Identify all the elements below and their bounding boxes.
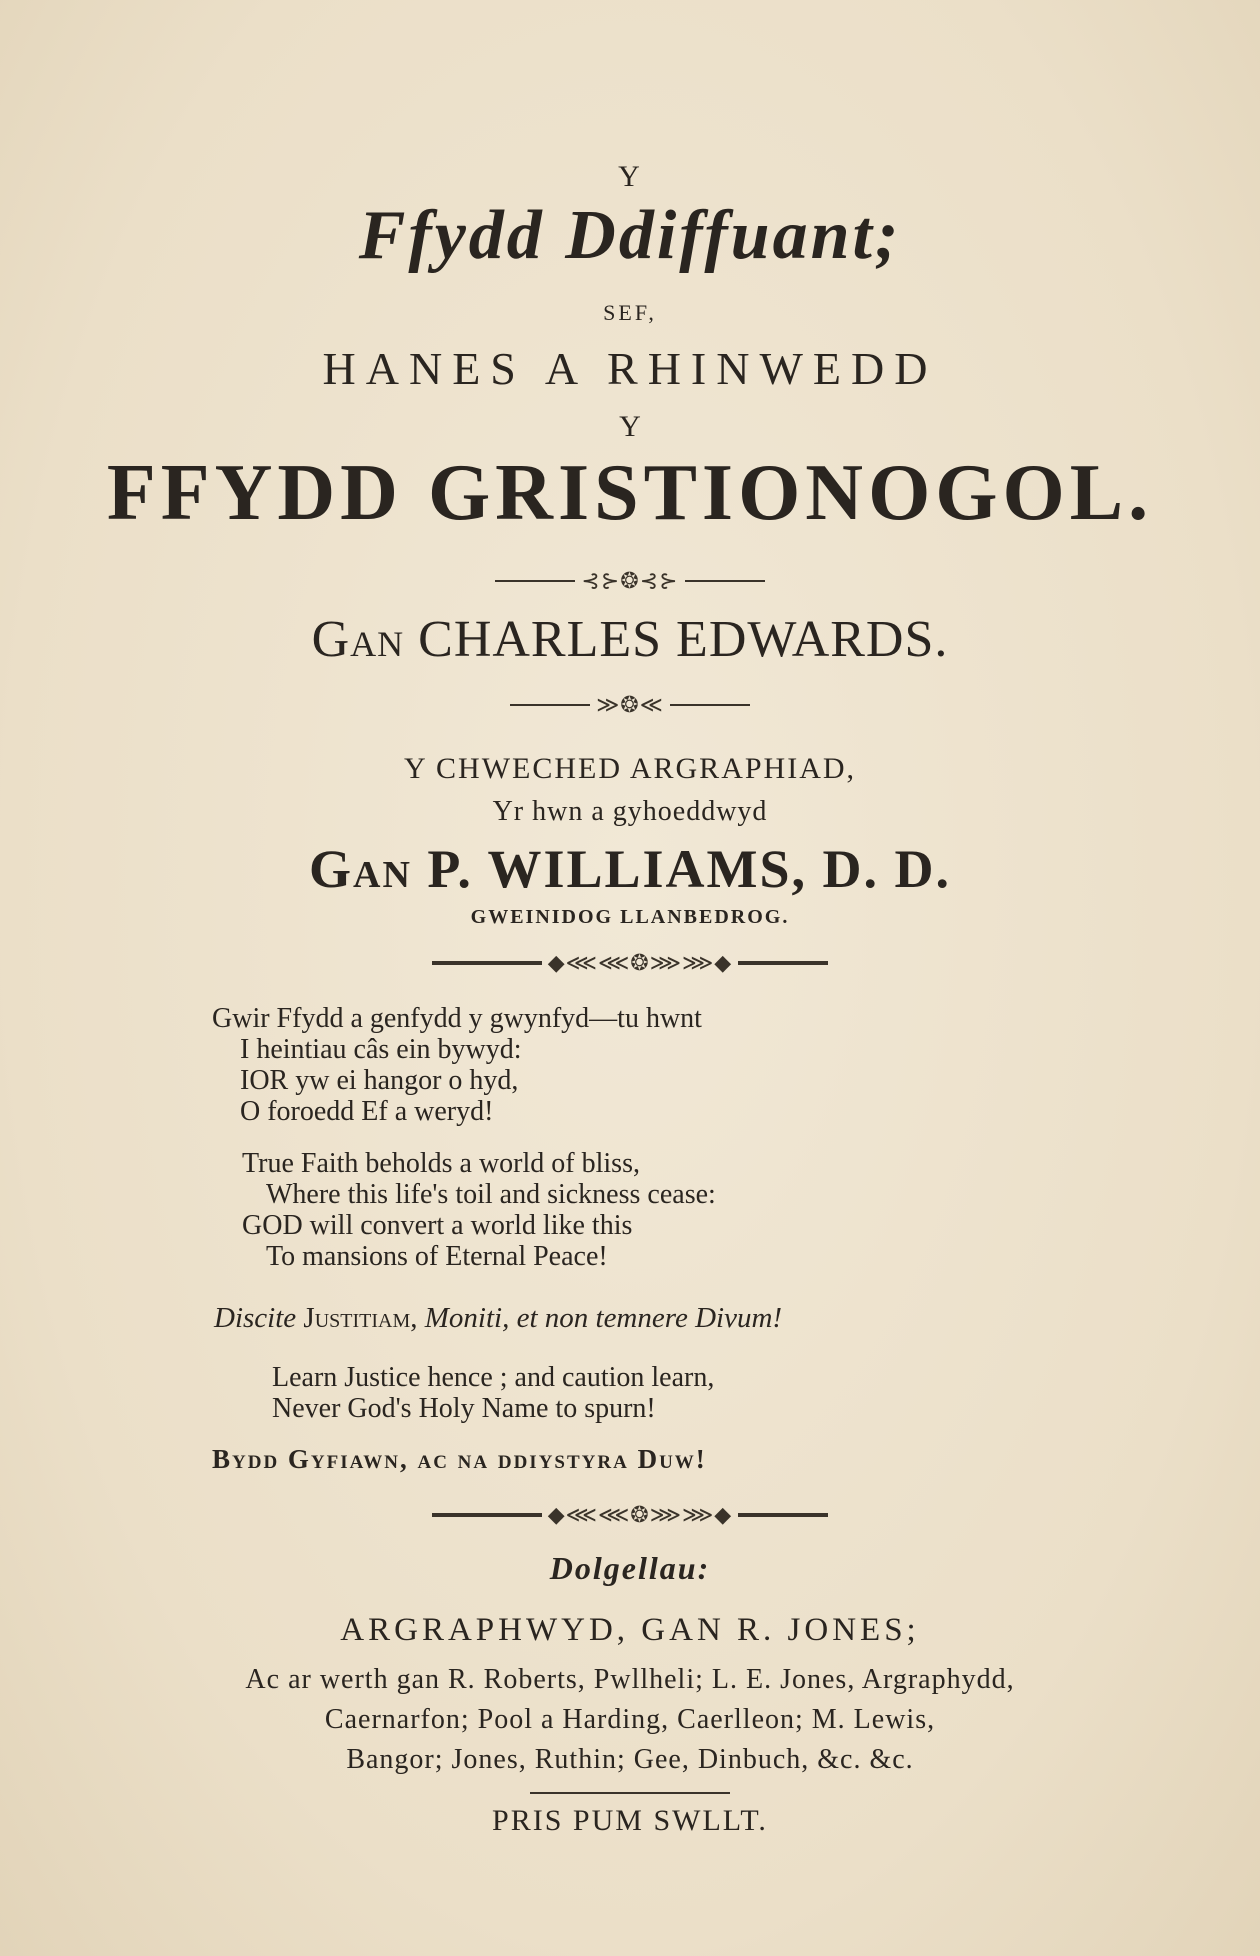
sef-label: SEF, [603, 300, 657, 325]
ornament-glyph: ◆⋘⋘❂⋙⋙◆ [547, 1501, 733, 1527]
divider-rule [530, 1792, 730, 1794]
author-line [0, 610, 1260, 669]
verse-line: Never God's Holy Name to spurn! [272, 1393, 656, 1424]
author-name: CHARLES EDWARDS. [418, 611, 949, 668]
hanes-heading: HANES A RHINWEDD [322, 343, 938, 394]
ornament-divider [0, 1500, 1260, 1528]
verse-line: Where this life's toil and sickness cease: [266, 1179, 716, 1210]
ornament-divider [0, 948, 1260, 976]
editor-role: GWEINIDOG LLANBEDROG. [470, 906, 790, 928]
edition-line: Y CHWECHED ARGRAPHIAD, [403, 752, 857, 785]
verse-line: True Faith beholds a world of bliss, [242, 1148, 640, 1179]
welsh-motto: Bydd Gyfiawn, ac na ddiystyra Duw! [212, 1444, 707, 1474]
editor-name: P. WILLIAMS, D. D. [427, 839, 951, 899]
welsh-verse [212, 1003, 702, 1127]
verse-line: To mansions of Eternal Peace! [266, 1241, 608, 1272]
latin-motto [214, 1302, 782, 1335]
place-of-printing: Dolgellau: [549, 1550, 711, 1586]
title-y-top: Y [618, 160, 642, 193]
latin-a: Discite [214, 1302, 297, 1334]
ornament-glyph: ⊰⊱❂⊰⊱ [581, 567, 679, 593]
latin-b: Justitiam, [303, 1302, 418, 1334]
editor-gan: Gan [309, 839, 412, 899]
price-line: PRIS PUM SWLLT. [492, 1804, 768, 1837]
author-gan: Gan [311, 611, 405, 668]
ornament-divider [0, 690, 1260, 718]
ornament-glyph: ≫❂≪ [596, 691, 664, 717]
ornament-divider [0, 566, 1260, 594]
verse-line: GOD will convert a world like this [242, 1210, 633, 1241]
verse-line: I heintiau câs ein bywyd: [240, 1034, 522, 1065]
sellers-line: Bangor; Jones, Ruthin; Gee, Dinbuch, &c. &c. [346, 1744, 914, 1775]
sellers-line: Caernarfon; Pool a Harding, Caerlleon; M. Lewis, [324, 1704, 936, 1735]
printer-line: ARGRAPHWYD, GAN R. JONES; [340, 1612, 920, 1648]
blackletter-title: Ffydd Ddiffuant; [358, 197, 902, 274]
ornament-glyph: ◆⋘⋘❂⋙⋙◆ [547, 949, 733, 975]
title-y-mid: Y [619, 410, 641, 443]
english-couplet [272, 1362, 714, 1424]
verse-line: Learn Justice hence ; and caution learn, [272, 1362, 715, 1393]
editor-line [0, 838, 1260, 900]
main-title: FFYDD GRISTIONOGOL. [106, 449, 1154, 537]
verse-line: O foroedd Ef a weryd! [240, 1096, 494, 1127]
english-verse [242, 1148, 716, 1272]
published-by-line: Yr hwn a gyhoeddwyd [492, 796, 768, 827]
verse-line: IOR yw ei hangor o hyd, [240, 1065, 519, 1096]
sellers-line: Ac ar werth gan R. Roberts, Pwllheli; L. E. Jones, Argraphydd, [245, 1664, 1015, 1695]
latin-c: Moniti, et non temnere Divum! [424, 1302, 783, 1334]
verse-line: Gwir Ffydd a genfydd y gwynfyd—tu hwnt [212, 1003, 702, 1034]
